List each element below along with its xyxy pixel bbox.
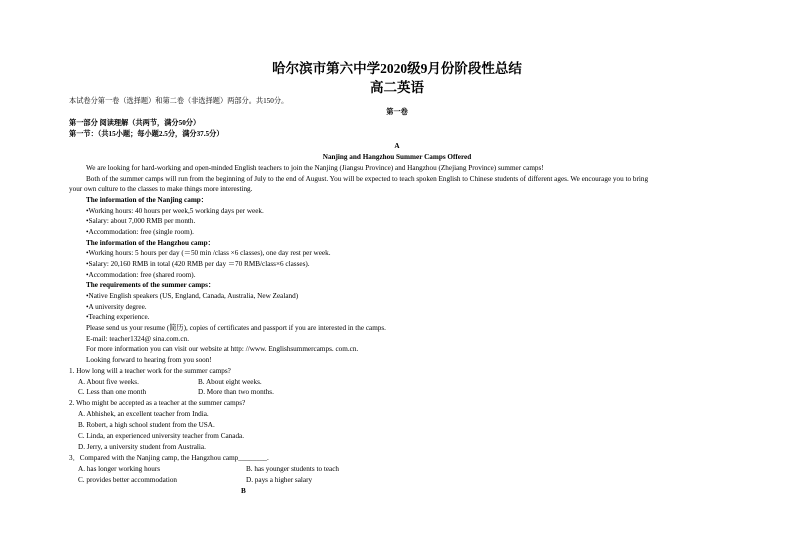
section-heading: 第一节：（共15小题；每小题2.5分，满分37.5分） [69,130,224,138]
exam-subtitle: 高二英语 [370,80,424,95]
contact-website: For more information you can visit our website at http: //www. Englishsummercamps. com.cn. [86,345,359,353]
answer-option: C. Less than one month [78,388,147,396]
answer-option: D. pays a higher salary [246,476,313,484]
paragraph-2: Both of the summer camps will run from the beginning of July to the end of August. You will be expected to teach spoken English to Chinese students of different ages. We encourage you to bring [86,175,649,183]
answer-option: D. More than two months. [198,388,274,396]
answer-option: B. About eight weeks. [198,378,262,386]
contact-closing: Looking forward to hearing from you soon! [86,356,212,364]
volume-label: 第一卷 [386,108,408,116]
exam-title: 哈尔滨市第六中学2020级9月份阶段性总结 [272,61,522,76]
nanjing-heading: The information of the Nanjing camp： [86,196,208,204]
hangzhou-item: •Accommodation: free (shared room). [86,271,196,279]
answer-option: B. Robert, a high school student from the USA. [78,421,215,429]
question-stem: 2. Who might be accepted as a teacher at the summer camps? [69,399,246,407]
hangzhou-item: •Working hours: 5 hours per day (＝50 min /class ×6 classes), one day rest per week. [86,249,331,257]
answer-option: A. has longer working hours [78,465,161,473]
intro-text: 本试卷分第一卷（选择题）和第二卷（非选择题）两部分。共150分。 [69,97,289,105]
paragraph-1: We are looking for hard-working and open-minded English teachers to join the Nanjing (Jiangsu Province) and Hangzhou (Zhejiang Province) summer camps! [86,164,544,172]
question-stem: 1. How long will a teacher work for the summer camps? [69,367,231,375]
requirement-item: •Teaching experience. [86,313,150,321]
passage-letter-b: B [241,487,246,495]
answer-option: B. has younger students to teach [246,465,340,473]
requirements-heading: The requirements of the summer camps： [86,281,216,289]
requirement-item: •Native English speakers (US, England, Canada, Australia, New Zealand) [86,292,299,300]
answer-option: C. provides better accommodation [78,476,178,484]
nanjing-item: •Working hours: 40 hours per week,5 working days per week. [86,207,264,215]
contact-line: Please send us your resume (简历), copies of certificates and passport if you are interested in the camps. [86,324,386,332]
contact-email: E-mail: teacher1324@ sina.com.cn. [86,335,190,343]
hangzhou-item: •Salary: 20,160 RMB in total (420 RMB per day ＝70 RMB/class×6 classes). [86,260,310,268]
question-stem: 3．Compared with the Nanjing camp, the Hangzhou camp________. [69,454,269,462]
answer-option: C. Linda, an experienced university teacher from Canada. [78,432,245,440]
answer-option: A. Abhishek, an excellent teacher from India. [78,410,209,418]
paragraph-2-cont: your own culture to the classes to make things more interesting. [69,185,253,193]
requirement-item: •A university degree. [86,303,147,311]
nanjing-item: •Accommodation: free (single room). [86,228,194,236]
hangzhou-heading: The information of the Hangzhou camp： [86,239,215,247]
part-heading: 第一部分 阅读理解（共两节，满分50分） [69,119,201,127]
nanjing-item: •Salary: about 7,000 RMB per month. [86,217,196,225]
passage-title: Nanjing and Hangzhou Summer Camps Offered [322,153,472,161]
answer-option: A. About five weeks. [78,378,139,386]
passage-letter-a: A [394,142,400,150]
answer-option: D. Jerry, a university student from Australia. [78,443,206,451]
